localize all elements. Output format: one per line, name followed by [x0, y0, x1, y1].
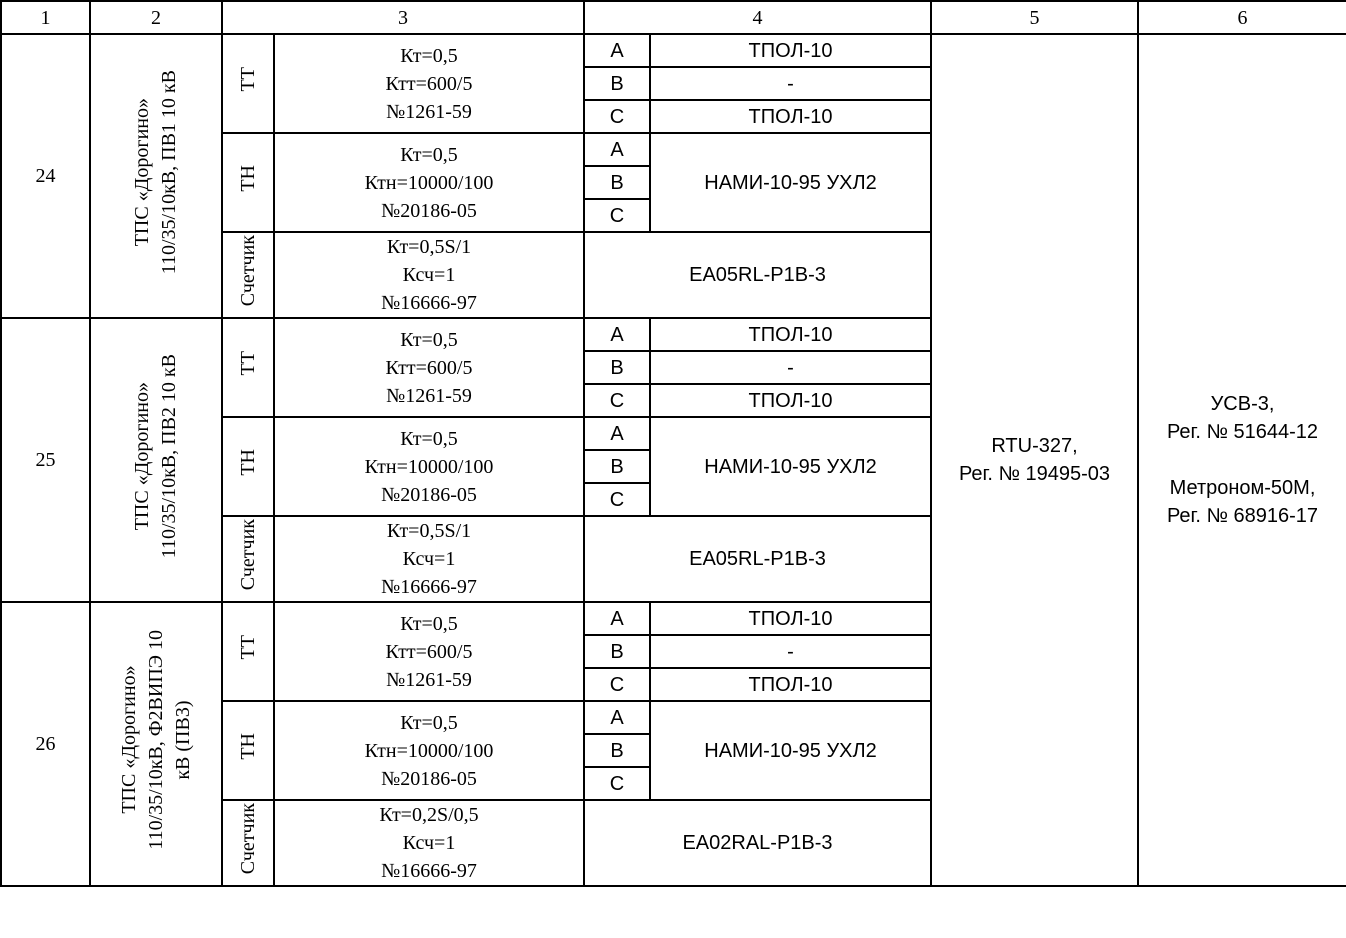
meter-label: Счетчик	[236, 235, 259, 307]
meter-type: ЕА05RL-P1B-3	[584, 516, 931, 602]
header-col-5: 5	[931, 1, 1138, 34]
tn-spec: Кт=0,5 Ктн=10000/100 №20186-05	[274, 701, 584, 800]
substation-name	[90, 602, 222, 886]
meter-label-cell	[222, 800, 274, 886]
tt-spec: Кт=0,5 Ктт=600/5 №1261-59	[274, 602, 584, 701]
header-col-3: 3	[222, 1, 584, 34]
phase-label: В	[584, 166, 650, 199]
row-number: 25	[1, 318, 90, 602]
tt-type: -	[650, 635, 931, 668]
phase-label: С	[584, 100, 650, 133]
meter-label-cell	[222, 516, 274, 602]
tt-label-cell	[222, 602, 274, 701]
tn-label-cell	[222, 133, 274, 232]
tn-spec: Кт=0,5 Ктн=10000/100 №20186-05	[274, 417, 584, 516]
meter-label-cell	[222, 232, 274, 318]
tn-label-cell	[222, 701, 274, 800]
tt-type: -	[650, 67, 931, 100]
phase-label: С	[584, 199, 650, 232]
header-col-6: 6	[1138, 1, 1346, 34]
tt-type: ТПОЛ-10	[650, 668, 931, 701]
row-number: 24	[1, 34, 90, 318]
phase-label: А	[584, 318, 650, 351]
phase-label: А	[584, 133, 650, 166]
tt-label: ТТ	[236, 635, 259, 660]
meter-type: ЕА05RL-P1B-3	[584, 232, 931, 318]
meter-label: Счетчик	[236, 803, 259, 875]
substation-name-text: ТПС «Дорогино» 110/35/10кВ, Ф2ВИПЭ 10 кВ (ПВ3)	[117, 630, 194, 850]
header-col-2: 2	[90, 1, 222, 34]
tn-label: ТН	[236, 733, 259, 760]
phase-label: А	[584, 417, 650, 450]
phase-label: В	[584, 635, 650, 668]
tt-type: ТПОЛ-10	[650, 34, 931, 67]
tn-spec: Кт=0,5 Ктн=10000/100 №20186-05	[274, 133, 584, 232]
meter-spec: Кт=0,2S/0,5 Ксч=1 №16666-97	[274, 800, 584, 886]
tt-type: ТПОЛ-10	[650, 318, 931, 351]
meter-spec: Кт=0,5S/1 Ксч=1 №16666-97	[274, 232, 584, 318]
tt-label: ТТ	[236, 67, 259, 92]
substation-name	[90, 34, 222, 318]
tt-label-cell	[222, 318, 274, 417]
tt-label: ТТ	[236, 351, 259, 376]
meter-label: Счетчик	[236, 519, 259, 591]
phase-label: А	[584, 701, 650, 734]
header-col-1: 1	[1, 1, 90, 34]
substation-name	[90, 318, 222, 602]
phase-label: В	[584, 67, 650, 100]
tt-spec: Кт=0,5 Ктт=600/5 №1261-59	[274, 318, 584, 417]
header-col-4: 4	[584, 1, 931, 34]
tn-type: НАМИ-10-95 УХЛ2	[650, 701, 931, 800]
tn-label-cell	[222, 417, 274, 516]
tt-label-cell	[222, 34, 274, 133]
phase-label: С	[584, 668, 650, 701]
meter-spec: Кт=0,5S/1 Ксч=1 №16666-97	[274, 516, 584, 602]
phase-label: В	[584, 351, 650, 384]
row-number: 26	[1, 602, 90, 886]
tn-type: НАМИ-10-95 УХЛ2	[650, 133, 931, 232]
time-sync-info: УСВ-3, Рег. № 51644-12 Метроном-50М, Рег. № 68916-17	[1138, 34, 1346, 886]
tt-spec: Кт=0,5 Ктт=600/5 №1261-59	[274, 34, 584, 133]
tt-type: ТПОЛ-10	[650, 100, 931, 133]
phase-label: А	[584, 34, 650, 67]
phase-label: В	[584, 734, 650, 767]
substation-name-text: ТПС «Дорогино» 110/35/10кВ, ПВ2 10 кВ	[131, 353, 180, 559]
header-row	[1, 1, 1346, 34]
tn-label: ТН	[236, 449, 259, 476]
phase-label: А	[584, 602, 650, 635]
tn-label: ТН	[236, 165, 259, 192]
rtu-info: RTU-327, Рег. № 19495-03	[931, 34, 1138, 886]
phase-label: В	[584, 450, 650, 483]
meter-type: ЕА02RAL-P1B-3	[584, 800, 931, 886]
tt-type: ТПОЛ-10	[650, 602, 931, 635]
tn-type: НАМИ-10-95 УХЛ2	[650, 417, 931, 516]
tt-type: -	[650, 351, 931, 384]
substation-name-text: ТПС «Дорогино» 110/35/10кВ, ПВ1 10 кВ	[131, 69, 180, 275]
phase-label: С	[584, 767, 650, 800]
phase-label: С	[584, 483, 650, 516]
tt-type: ТПОЛ-10	[650, 384, 931, 417]
phase-label: С	[584, 384, 650, 417]
